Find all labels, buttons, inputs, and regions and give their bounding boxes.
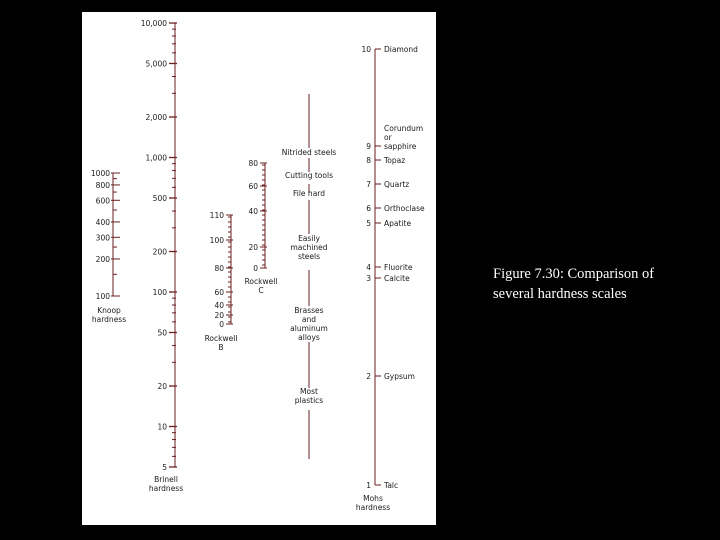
mohs-tick-label-1: 1 <box>366 481 371 490</box>
knoop-axis-label-2: hardness <box>91 315 127 324</box>
material-label-5-3: aluminum <box>290 324 328 333</box>
hardness-scales-diagram <box>82 12 436 525</box>
rockwell-b-tick-label-80: 80 <box>214 264 224 273</box>
material-label-5-2: and <box>301 315 317 324</box>
mohs-mineral-7-1: Quartz <box>384 180 410 189</box>
mohs-tick-label-7: 7 <box>366 180 371 189</box>
knoop-tick-label-200: 200 <box>95 254 110 264</box>
knoop-tick-label-400: 400 <box>95 217 110 227</box>
mohs-mineral-6-1: Orthoclase <box>384 204 425 213</box>
mohs-axis-label-1: Mohs <box>363 494 383 503</box>
knoop-tick-label-1000: 1000 <box>90 169 110 178</box>
rockwell-c-axis-label-2: C <box>258 286 264 295</box>
rockwell-b-tick-label-0: 0 <box>219 320 224 329</box>
rockwell-b-axis-label-1: Rockwell <box>204 334 238 343</box>
rockwell-c-tick-label-80: 80 <box>248 159 258 168</box>
mohs-mineral-9-2: or <box>384 133 392 142</box>
knoop-tick-label-800: 800 <box>95 180 110 190</box>
material-label-3-1: File hard <box>293 189 325 198</box>
mohs-tick-label-5: 5 <box>366 219 371 228</box>
brinell-tick-label-200: 200 <box>152 247 167 257</box>
brinell-axis-label-1: Brinell <box>154 475 178 484</box>
material-label-5-4: alloys <box>298 333 320 342</box>
material-label-6-2: plastics <box>294 396 324 405</box>
mohs-tick-label-10: 10 <box>361 45 371 54</box>
material-label-1-1: Nitrided steels <box>281 148 337 157</box>
figure-caption <box>493 264 713 304</box>
rockwell-b-tick-label-20: 20 <box>214 311 224 320</box>
material-label-6-1: Most <box>300 387 318 396</box>
mohs-mineral-5-1: Apatite <box>384 219 412 228</box>
mohs-tick-label-9: 9 <box>366 142 371 151</box>
mohs-mineral-2-1: Gypsum <box>384 372 415 381</box>
material-label-5-1: Brasses <box>294 306 324 315</box>
material-label-4-1: Easily <box>298 234 320 243</box>
caption-line-2: several hardness scales <box>493 286 627 302</box>
rockwell-c-tick-label-0: 0 <box>253 264 258 273</box>
brinell-tick-label-1000: 1,000 <box>145 153 167 163</box>
knoop-tick-label-300: 300 <box>95 233 110 243</box>
mohs-mineral-10-1: Diamond <box>384 45 418 54</box>
rockwell-c-axis-label-1: Rockwell <box>244 277 278 286</box>
mohs-mineral-9-1: Corundum <box>384 124 424 133</box>
brinell-tick-label-10: 10 <box>157 422 167 432</box>
brinell-axis-label-2: hardness <box>148 484 184 493</box>
hardness-scales-figure <box>82 12 436 525</box>
rockwell-b-tick-label-40: 40 <box>214 301 224 310</box>
mohs-tick-label-2: 2 <box>366 372 371 381</box>
mohs-tick-label-4: 4 <box>366 263 371 272</box>
rockwell-b-axis-label-2: B <box>218 343 224 352</box>
knoop-tick-label-100: 100 <box>95 292 110 301</box>
rockwell-c-tick-label-60: 60 <box>248 182 258 191</box>
mohs-tick-label-8: 8 <box>366 156 371 165</box>
brinell-tick-label-50: 50 <box>157 328 167 338</box>
knoop-axis-label-1: Knoop <box>97 306 121 315</box>
brinell-tick-label-10000: 10,000 <box>140 19 167 28</box>
mohs-mineral-4-1: Fluorite <box>384 263 413 272</box>
mohs-mineral-9-3: sapphire <box>384 142 417 151</box>
mohs-tick-label-3: 3 <box>366 274 371 283</box>
mohs-tick-label-6: 6 <box>366 204 371 213</box>
brinell-tick-label-500: 500 <box>152 193 167 203</box>
mohs-axis-label-2: hardness <box>355 503 391 512</box>
brinell-tick-label-100: 100 <box>152 288 167 298</box>
rockwell-c-tick-label-40: 40 <box>248 207 258 216</box>
material-label-4-2: machined <box>290 243 328 252</box>
material-label-4-3: steels <box>297 252 321 261</box>
rockwell-c-tick-label-20: 20 <box>248 243 258 252</box>
mohs-mineral-8-1: Topaz <box>384 156 406 165</box>
brinell-tick-label-5: 5 <box>162 463 167 472</box>
knoop-tick-label-600: 600 <box>95 196 110 206</box>
mohs-mineral-1-1: Talc <box>384 481 399 490</box>
mohs-mineral-3-1: Calcite <box>384 274 410 283</box>
brinell-tick-label-20: 20 <box>157 382 167 392</box>
rockwell-b-tick-label-60: 60 <box>214 288 224 297</box>
rockwell-b-tick-label-100: 100 <box>209 236 224 245</box>
brinell-tick-label-5000: 5,000 <box>145 59 167 69</box>
caption-line-1: Figure 7.30: Comparison of <box>493 266 655 282</box>
material-label-2-1: Cutting tools <box>285 171 333 180</box>
brinell-tick-label-2000: 2,000 <box>145 113 167 123</box>
rockwell-b-tick-label-110: 110 <box>209 211 224 220</box>
